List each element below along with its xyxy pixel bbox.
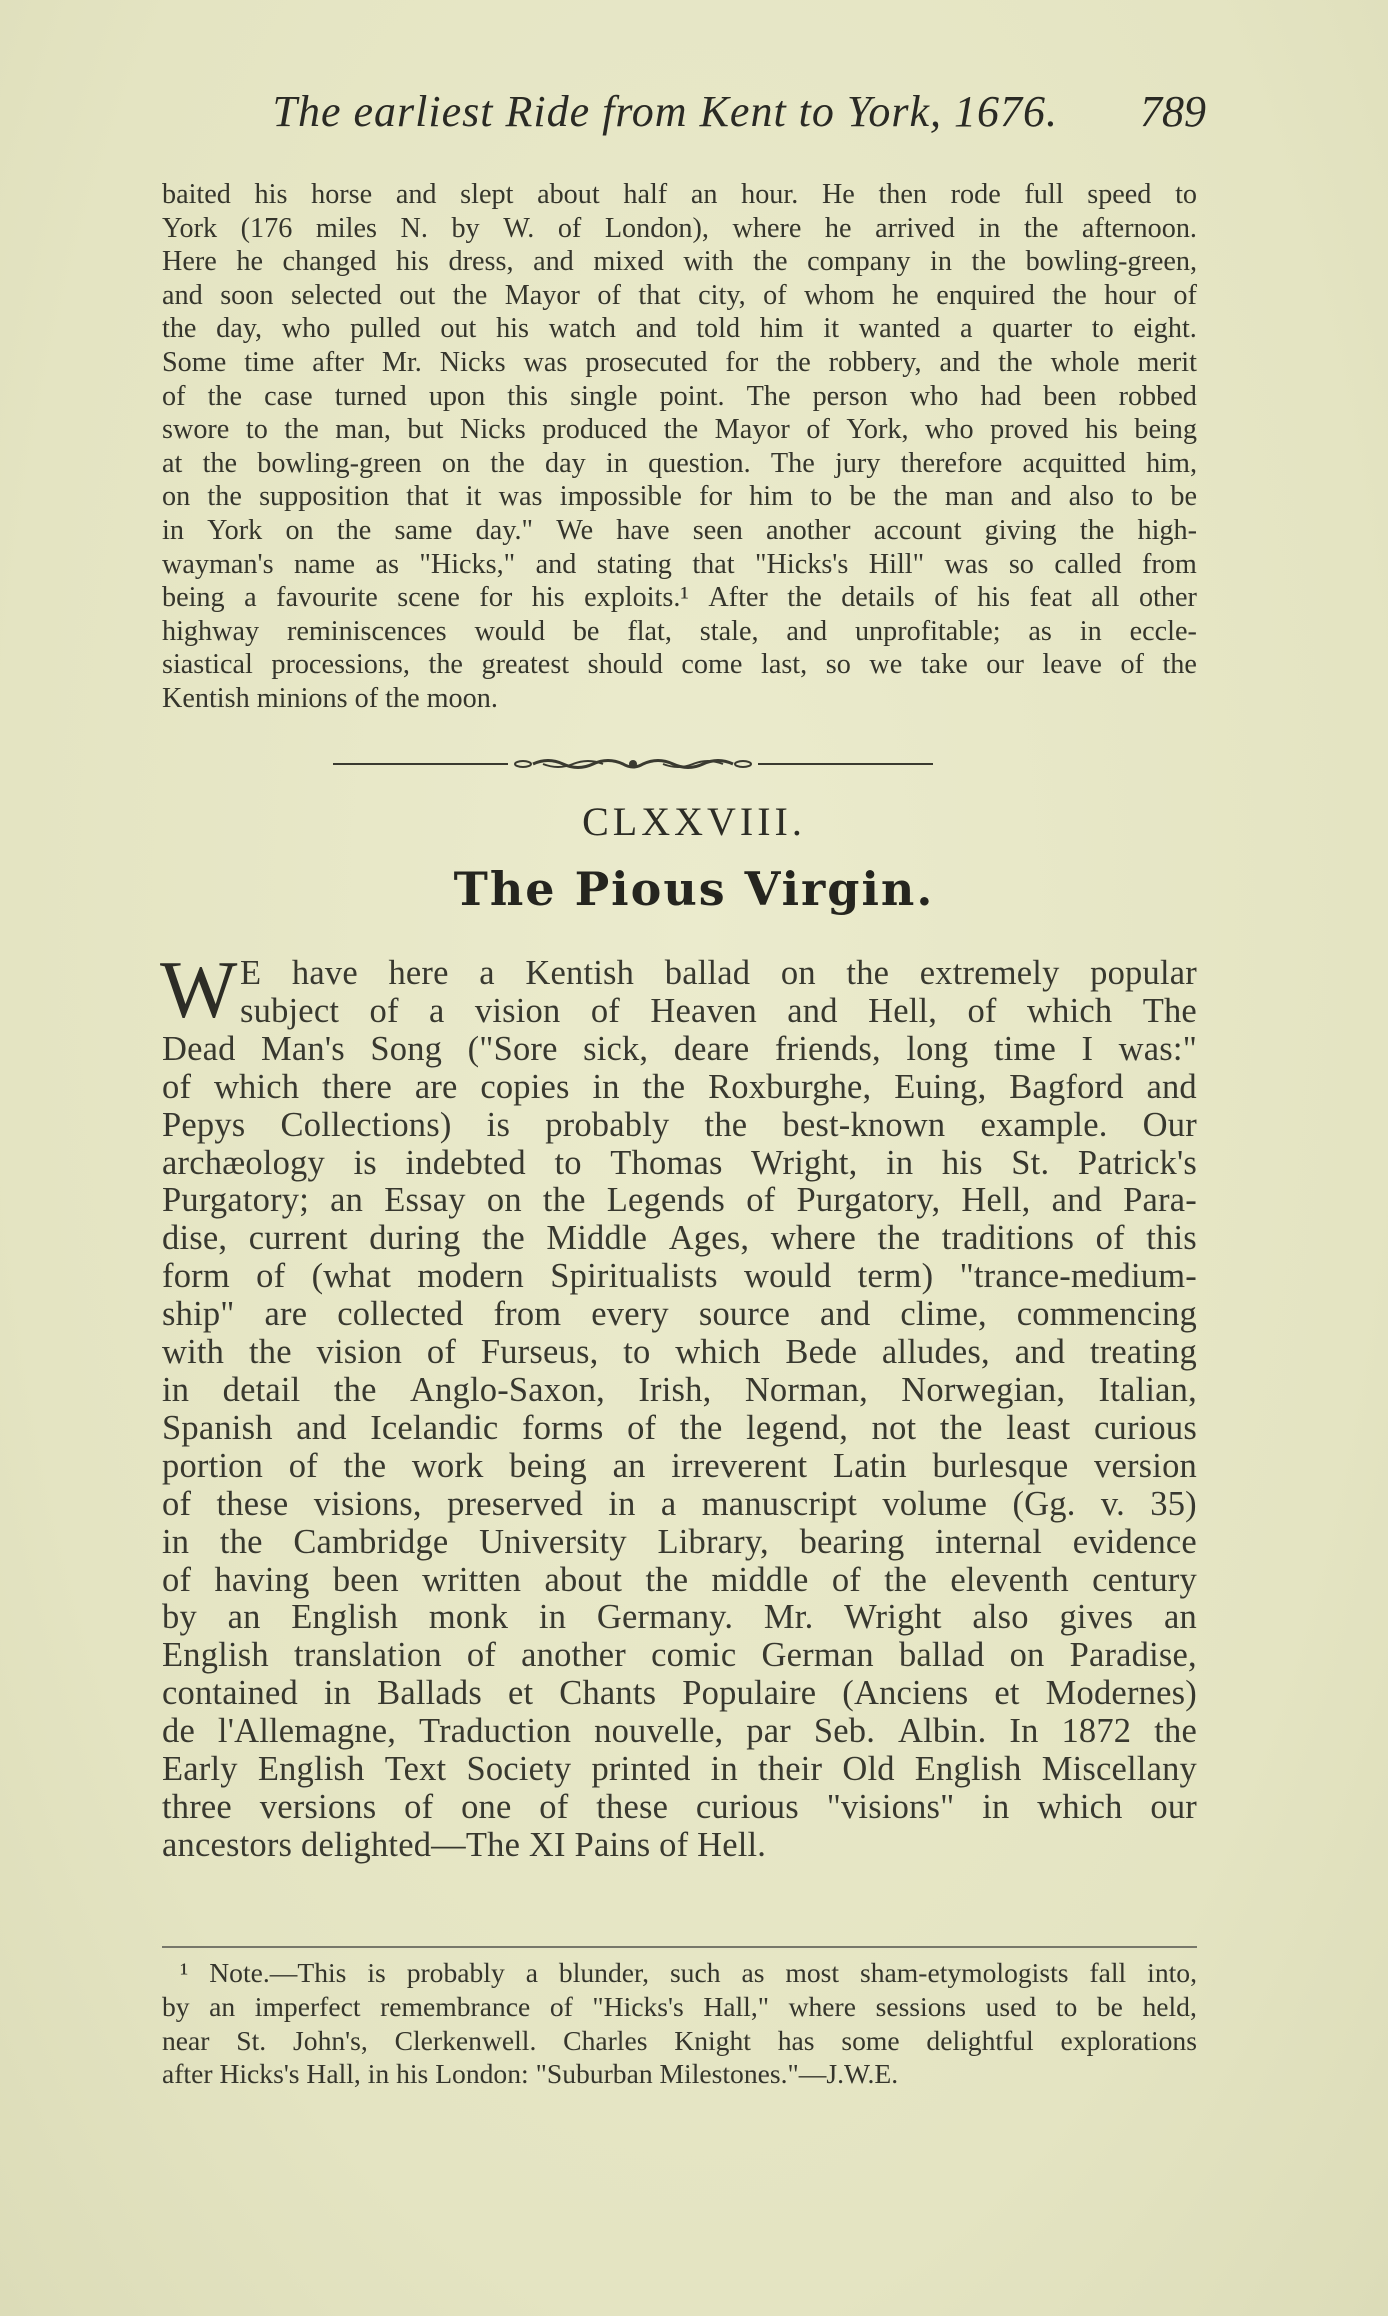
chapter-body [162, 955, 1197, 1865]
text-line: portion of the work being an irreverent Latin burlesque version [162, 1446, 1197, 1485]
text-line: of which there are copies in the Roxburghe, Euing, Bagford and [162, 1067, 1197, 1106]
text-line: Dead Man's Song ("Sore sick, deare friends, long time I was:" [162, 1029, 1197, 1068]
continued-paragraph [162, 178, 1197, 716]
footnote-rule [162, 1946, 1197, 1948]
text-line: siastical processions, the greatest should come last, so we take our leave of the [162, 649, 1197, 681]
page-number: 789 [1140, 87, 1206, 136]
text-line: being a favourite scene for his exploits.¹ After the details of his feat all other [162, 582, 1197, 614]
text-line: wayman's name as "Hicks," and stating that "Hicks's Hill" was so called from [162, 548, 1197, 580]
text-line: with the vision of Furseus, to which Bede alludes, and treating [162, 1333, 1197, 1372]
text-line: on the supposition that it was impossible for him to be the man and also to be [162, 481, 1197, 513]
text-line: Spanish and Icelandic forms of the legend, not the least curious [162, 1408, 1197, 1447]
text-line: highway reminiscences would be flat, stale, and unprofitable; as in eccle- [162, 615, 1197, 647]
text-line: in detail the Anglo-Saxon, Irish, Norman, Norwegian, Italian, [162, 1370, 1197, 1409]
footnote-line: ¹ Note.—This is probably a blunder, such as most sham-etymologists fall into, [180, 1957, 1197, 1988]
text-line: form of (what modern Spiritualists would term) "trance-medium- [162, 1257, 1197, 1296]
text-line: baited his horse and slept about half an hour. He then rode full speed to [162, 179, 1197, 210]
text-line: of the case turned upon this single point. The person who had been robbed [162, 380, 1197, 412]
text-line: ship" are collected from every source and clime, commencing [162, 1295, 1197, 1334]
text-line: Purgatory; an Essay on the Legends of Purgatory, Hell, and Para- [162, 1181, 1197, 1220]
text-line: E have here a Kentish ballad on the extremely popular [240, 954, 1197, 992]
text-line: at the bowling-green on the day in question. The jury therefore acquitted him, [162, 447, 1197, 479]
text-line: ancestors delighted—The XI Pains of Hell. [162, 1825, 767, 1864]
text-line: Pepys Collections) is probably the best-known example. Our [162, 1105, 1197, 1144]
text-line: de l'Allemagne, Traduction nouvelle, par Seb. Albin. In 1872 the [162, 1712, 1197, 1751]
text-line: Kentish minions of the moon. [162, 682, 498, 714]
text-line: of these visions, preserved in a manuscript volume (Gg. v. 35) [162, 1484, 1197, 1523]
section-divider-ornament [333, 756, 933, 772]
text-line: subject of a vision of Heaven and Hell, of which The [240, 991, 1197, 1030]
text-line: archæology is indebted to Thomas Wright, in his St. Patrick's [162, 1143, 1197, 1182]
text-line: Here he changed his dress, and mixed with the company in the bowling-green, [162, 246, 1197, 278]
text-line: and soon selected out the Mayor of that city, of whom he enquired the hour of [162, 279, 1197, 311]
footnote [162, 1956, 1197, 2091]
text-line: in the Cambridge University Library, bearing internal evidence [162, 1522, 1197, 1561]
text-line: English translation of another comic German ballad on Paradise, [162, 1636, 1197, 1675]
text-line: in York on the same day." We have seen another account giving the high- [162, 514, 1197, 546]
text-line: York (176 miles N. by W. of London), where he arrived in the afternoon. [162, 212, 1197, 244]
text-line: dise, current during the Middle Ages, where the traditions of this [162, 1219, 1197, 1258]
running-head [218, 86, 1206, 146]
chapter-title: The Pious Virgin. [453, 862, 935, 916]
text-line: three versions of one of these curious "visions" in which our [162, 1787, 1197, 1826]
text-line: Some time after Mr. Nicks was prosecuted for the robbery, and the whole merit [162, 346, 1197, 378]
text-line: of having been written about the middle of the eleventh century [162, 1560, 1197, 1599]
chapter-number: CLXXVIII. [582, 799, 806, 844]
running-title: The earliest Ride from Kent to York, 1676. [272, 87, 1058, 136]
footnote-line: by an imperfect remembrance of "Hicks's Hall," where sessions used to be held, [162, 1990, 1197, 2022]
text-line: the day, who pulled out his watch and told him it wanted a quarter to eight. [162, 313, 1197, 345]
text-line: swore to the man, but Nicks produced the Mayor of York, who proved his being [162, 414, 1197, 446]
text-line: by an English monk in Germany. Mr. Wright also gives an [162, 1598, 1197, 1637]
text-line: Early English Text Society printed in their Old English Miscellany [162, 1750, 1197, 1789]
text-line: contained in Ballads et Chants Populaire (Anciens et Modernes) [162, 1674, 1197, 1713]
footnote-line: after Hicks's Hall, in his London: "Suburban Milestones."—J.W.E. [162, 2058, 899, 2090]
footnote-line: near St. John's, Clerkenwell. Charles Knight has some delightful explorations [162, 2024, 1197, 2056]
drop-cap: W [160, 944, 238, 1035]
